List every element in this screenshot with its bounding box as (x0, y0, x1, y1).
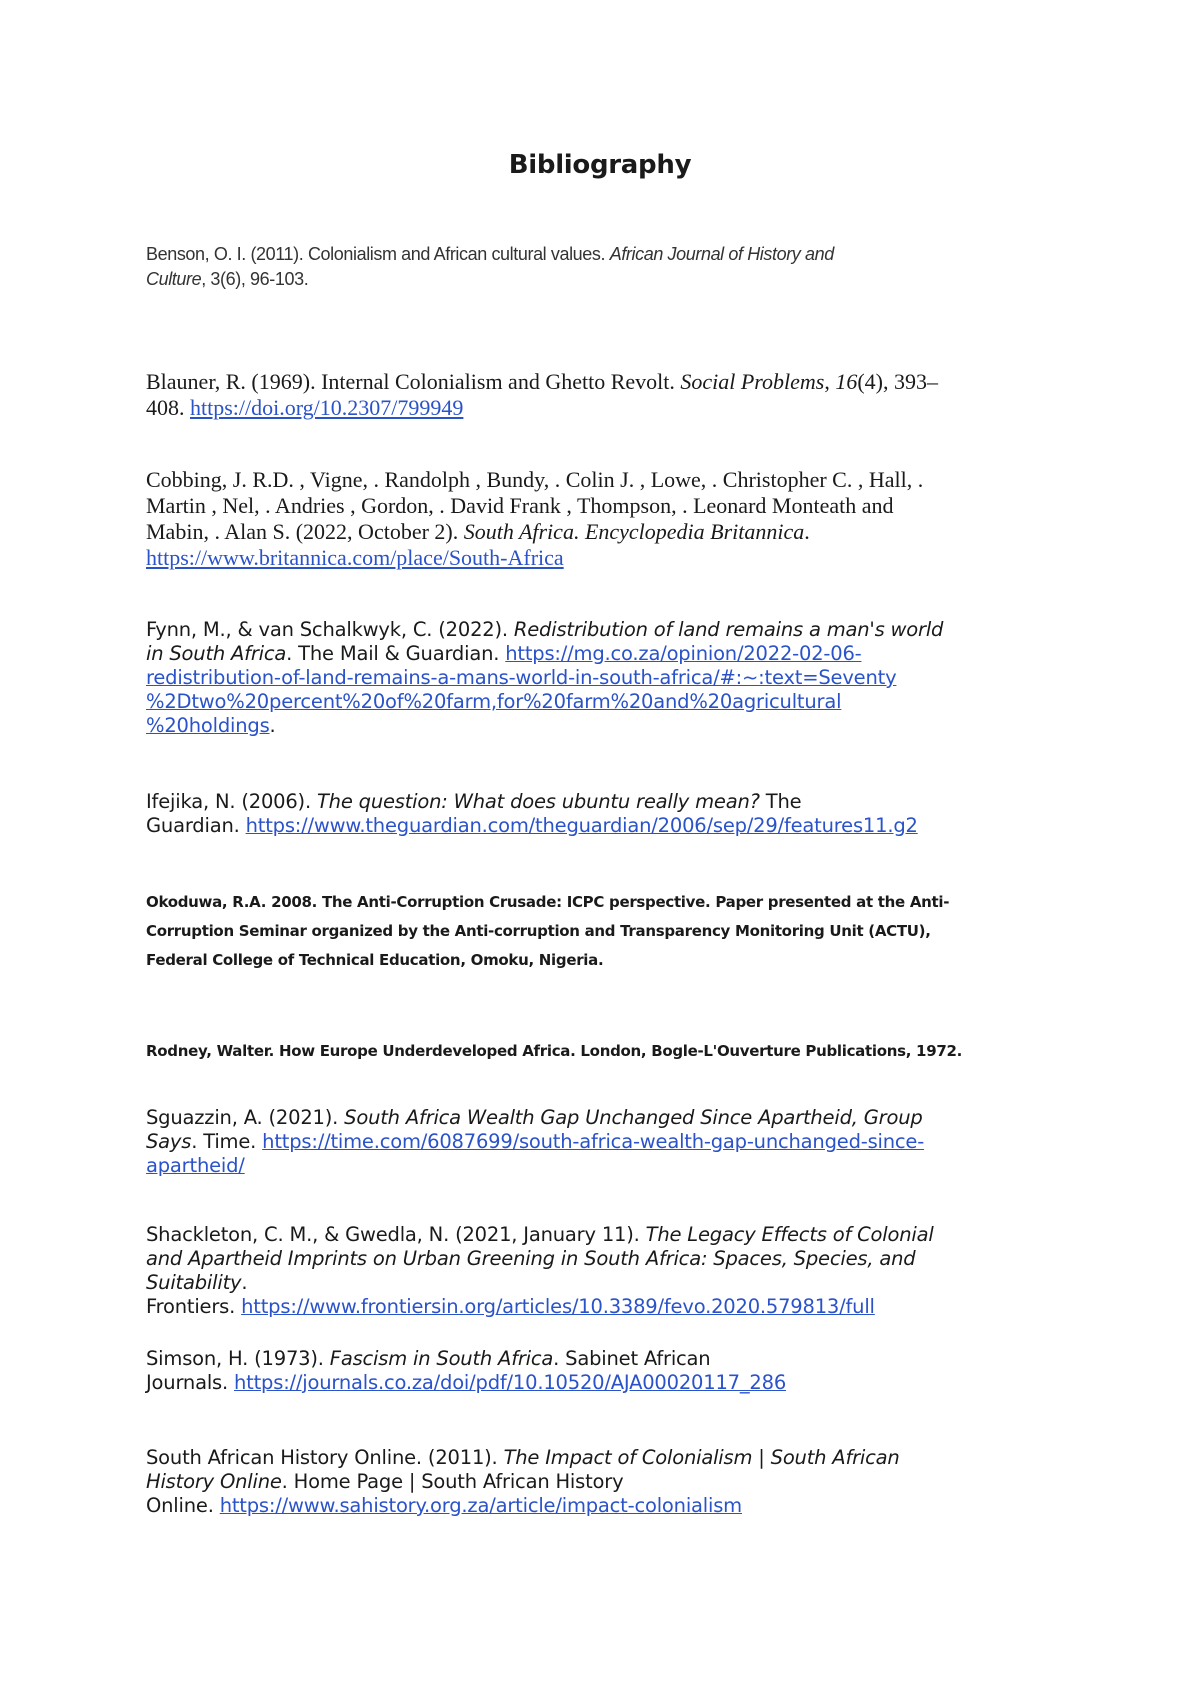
reference-line (146, 714, 1046, 738)
reference-text: Sguazzin, A. (2021). (146, 1106, 345, 1129)
reference-text: . Sabinet African (553, 1347, 711, 1370)
reference-line (146, 1223, 1046, 1247)
reference-link[interactable]: https://time.com/6087699/south-africa-wealth-gap-unchanged-since- (262, 1130, 925, 1153)
italic-title: African Journal of History and (609, 244, 834, 264)
reference-fynn (146, 618, 1046, 738)
reference-line (146, 519, 1046, 545)
reference-text: Corruption Seminar organized by the Anti-corruption and Transparency Monitoring Unit (ACTU), (146, 922, 931, 940)
reference-text: Martin , Nel, . Andries , Gordon, . David Frank , Thompson, . Leonard Monteath and (146, 493, 894, 518)
reference-text: . (804, 519, 810, 544)
italic-title: Redistribution of land remains a man's world (513, 618, 944, 641)
reference-link[interactable]: https://mg.co.za/opinion/2022-02-06- (505, 642, 862, 665)
reference-line (146, 1470, 1046, 1494)
italic-title: Fascism in South Africa (329, 1347, 554, 1370)
reference-line (146, 395, 1046, 421)
reference-link[interactable]: redistribution-of-land-remains-a-mans-world-in-south-africa/#:~:text=Seventy (146, 666, 897, 689)
reference-text: . (241, 1271, 248, 1294)
reference-rodney (146, 1037, 1046, 1066)
reference-line (146, 1494, 1046, 1518)
reference-line (146, 1037, 1046, 1066)
reference-line (146, 790, 1046, 814)
reference-text: Federal College of Technical Education, Omoku, Nigeria. (146, 951, 604, 969)
reference-text: (4), 393– (857, 369, 939, 394)
reference-link[interactable]: https://www.britannica.com/place/South-Africa (146, 545, 564, 570)
reference-line (146, 369, 1046, 395)
reference-line (146, 618, 1046, 642)
reference-text: Guardian. (146, 814, 246, 837)
reference-link[interactable]: %20holdings (146, 714, 270, 737)
italic-title: The Impact of Colonialism | South African (503, 1446, 900, 1469)
reference-text: Frontiers. (146, 1295, 242, 1318)
reference-line (146, 946, 1046, 975)
reference-text: . The Mail & Guardian. (286, 642, 506, 665)
reference-text: , 3(6), 96-103. (201, 269, 309, 289)
italic-title: South Africa Wealth Gap Unchanged Since Apartheid, Group (344, 1106, 923, 1129)
reference-line (146, 267, 1046, 292)
reference-text: Simson, H. (1973). (146, 1347, 330, 1370)
reference-text: Online. (146, 1494, 220, 1517)
reference-line (146, 1154, 1046, 1178)
italic-title: History Online (146, 1470, 282, 1493)
reference-text: Fynn, M., & van Schalkwyk, C. (2022). (146, 618, 514, 641)
reference-line (146, 242, 1046, 267)
reference-line (146, 1247, 1046, 1271)
reference-okoduwa (146, 888, 1046, 975)
reference-link[interactable]: apartheid/ (146, 1154, 245, 1177)
reference-line (146, 545, 1046, 571)
reference-benson (146, 242, 1046, 292)
reference-text: Journals. (146, 1371, 234, 1394)
reference-line (146, 493, 1046, 519)
reference-line (146, 666, 1046, 690)
reference-blauner (146, 369, 1046, 421)
italic-title: 16 (835, 369, 858, 394)
reference-text: Ifejika, N. (2006). (146, 790, 317, 813)
reference-line (146, 917, 1046, 946)
reference-line (146, 1446, 1046, 1470)
reference-text: Rodney, Walter. How Europe Underdeveloped Africa. London, Bogle-L'Ouverture Publications, 1972. (146, 1042, 962, 1060)
reference-link[interactable]: https://doi.org/10.2307/799949 (190, 395, 464, 420)
reference-text: South African History Online. (2011). (146, 1446, 504, 1469)
reference-line (146, 1295, 1046, 1319)
reference-line (146, 467, 1046, 493)
reference-text: Shackleton, C. M., & Gwedla, N. (2021, January 11). (146, 1223, 646, 1246)
reference-simson (146, 1347, 1046, 1395)
italic-title: Says (146, 1130, 192, 1153)
italic-title: Social Problems (680, 369, 825, 394)
reference-link[interactable]: %2Dtwo%20percent%20of%20farm,for%20farm%20and%20agricultural (146, 690, 842, 713)
italic-title: Suitability (146, 1271, 242, 1294)
reference-text: . Home Page | South African History (281, 1470, 624, 1493)
reference-link[interactable]: https://www.sahistory.org.za/article/impact-colonialism (219, 1494, 742, 1517)
reference-line (146, 1371, 1046, 1395)
reference-sguazzin (146, 1106, 1046, 1178)
reference-text: Okoduwa, R.A. 2008. The Anti-Corruption Crusade: ICPC perspective. Paper presented at the Anti- (146, 893, 950, 911)
reference-line (146, 1130, 1046, 1154)
italic-title: The question: What does ubuntu really mean? (316, 790, 760, 813)
reference-line (146, 690, 1046, 714)
italic-title: and Apartheid Imprints on Urban Greening in South Africa: Spaces, Species, and (146, 1247, 916, 1270)
reference-text: 408. (146, 395, 190, 420)
reference-line (146, 1106, 1046, 1130)
reference-line (146, 642, 1046, 666)
reference-text: . (269, 714, 276, 737)
page-title: Bibliography (508, 150, 692, 180)
reference-text: Benson, O. I. (2011). Colonialism and African cultural values. (146, 244, 610, 264)
reference-shackleton (146, 1223, 1046, 1319)
reference-line (146, 1271, 1046, 1295)
reference-sahistory (146, 1446, 1046, 1518)
italic-title: The Legacy Effects of Colonial (645, 1223, 934, 1246)
italic-title: in South Africa (146, 642, 287, 665)
reference-text: Mabin, . Alan S. (2022, October 2). (146, 519, 464, 544)
reference-cobbing (146, 467, 1046, 571)
reference-ifejika (146, 790, 1046, 838)
reference-text: The (759, 790, 802, 813)
reference-line (146, 888, 1046, 917)
reference-text: , (824, 369, 836, 394)
reference-line (146, 814, 1046, 838)
reference-text: Cobbing, J. R.D. , Vigne, . Randolph , Bundy, . Colin J. , Lowe, . Christopher C. , Hall, . (146, 467, 924, 492)
reference-text: Blauner, R. (1969). Internal Colonialism and Ghetto Revolt. (146, 369, 681, 394)
reference-line (146, 1347, 1046, 1371)
reference-link[interactable]: https://www.frontiersin.org/articles/10.3389/fevo.2020.579813/full (241, 1295, 875, 1318)
reference-text: . Time. (191, 1130, 263, 1153)
italic-title: South Africa. Encyclopedia Britannica (463, 519, 805, 544)
reference-link[interactable]: https://www.theguardian.com/theguardian/2006/sep/29/features11.g2 (245, 814, 918, 837)
italic-title: Culture (146, 269, 202, 289)
reference-link[interactable]: https://journals.co.za/doi/pdf/10.10520/AJA00020117_286 (234, 1371, 787, 1394)
